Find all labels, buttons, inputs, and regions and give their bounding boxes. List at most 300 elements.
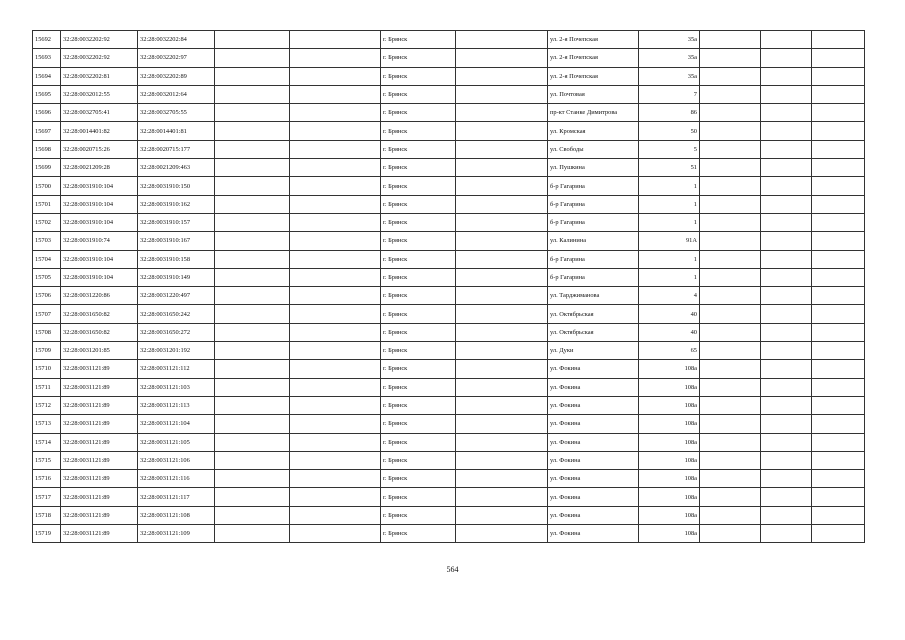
cell-empty-col-5 <box>290 287 381 305</box>
cell-cadastral-number-land: 32:28:0031121:89 <box>61 433 138 451</box>
cell-empty-col-4 <box>215 378 290 396</box>
table-row <box>33 287 865 305</box>
cell-row-number: 15698 <box>33 140 61 158</box>
cell-cadastral-number-object: 32:28:0031910:149 <box>138 268 215 286</box>
cell-empty-col-7 <box>456 104 548 122</box>
cell-city: г. Брянск <box>381 213 456 231</box>
cell-empty-col-11 <box>761 396 812 414</box>
cell-cadastral-number-land: 32:28:0031910:104 <box>61 177 138 195</box>
cell-row-number: 15706 <box>33 287 61 305</box>
cell-city: г. Брянск <box>381 268 456 286</box>
cell-empty-col-12 <box>812 287 865 305</box>
table-row <box>33 268 865 286</box>
cell-empty-col-10 <box>700 305 761 323</box>
cell-cadastral-number-object: 32:28:0031121:105 <box>138 433 215 451</box>
cell-street: ул. 2-я Почепская <box>548 49 639 67</box>
cell-empty-col-12 <box>812 415 865 433</box>
cell-cadastral-number-object: 32:28:0031121:113 <box>138 396 215 414</box>
table-row <box>33 140 865 158</box>
cell-empty-col-7 <box>456 415 548 433</box>
table-row <box>33 213 865 231</box>
cell-cadastral-number-object: 32:28:0031910:150 <box>138 177 215 195</box>
table-row <box>33 85 865 103</box>
cell-empty-col-7 <box>456 488 548 506</box>
cell-empty-col-5 <box>290 195 381 213</box>
cell-empty-col-11 <box>761 195 812 213</box>
cell-house-number: 108а <box>639 525 700 543</box>
cell-empty-col-4 <box>215 140 290 158</box>
table-row <box>33 195 865 213</box>
cell-cadastral-number-land: 32:28:0031910:104 <box>61 213 138 231</box>
cell-city: г. Брянск <box>381 140 456 158</box>
cell-cadastral-number-land: 32:28:0031121:89 <box>61 415 138 433</box>
cell-empty-col-11 <box>761 177 812 195</box>
cell-empty-col-12 <box>812 342 865 360</box>
cell-row-number: 15711 <box>33 378 61 396</box>
cell-empty-col-4 <box>215 360 290 378</box>
cell-empty-col-12 <box>812 250 865 268</box>
cell-empty-col-11 <box>761 342 812 360</box>
cell-empty-col-11 <box>761 268 812 286</box>
cell-house-number: 86 <box>639 104 700 122</box>
cell-city: г. Брянск <box>381 305 456 323</box>
cell-empty-col-7 <box>456 122 548 140</box>
cell-city: г. Брянск <box>381 323 456 341</box>
cell-empty-col-7 <box>456 31 548 49</box>
cell-empty-col-7 <box>456 159 548 177</box>
cell-empty-col-5 <box>290 488 381 506</box>
cell-cadastral-number-land: 32:28:0021209:28 <box>61 159 138 177</box>
cell-house-number: 108а <box>639 360 700 378</box>
cell-empty-col-11 <box>761 140 812 158</box>
cell-cadastral-number-object: 32:28:0032202:97 <box>138 49 215 67</box>
cell-street: ул. Фокина <box>548 360 639 378</box>
cell-empty-col-10 <box>700 360 761 378</box>
cell-empty-col-12 <box>812 451 865 469</box>
cell-row-number: 15704 <box>33 250 61 268</box>
cell-empty-col-10 <box>700 451 761 469</box>
cell-empty-col-7 <box>456 433 548 451</box>
register-table <box>32 30 865 543</box>
cell-empty-col-4 <box>215 525 290 543</box>
cell-empty-col-11 <box>761 250 812 268</box>
cell-street: ул. Фокина <box>548 525 639 543</box>
cell-row-number: 15700 <box>33 177 61 195</box>
cell-house-number: 51 <box>639 159 700 177</box>
cell-row-number: 15707 <box>33 305 61 323</box>
cell-empty-col-10 <box>700 250 761 268</box>
cell-house-number: 1 <box>639 195 700 213</box>
cell-cadastral-number-land: 32:28:0031121:89 <box>61 396 138 414</box>
cell-empty-col-7 <box>456 342 548 360</box>
cell-house-number: 1 <box>639 268 700 286</box>
cell-empty-col-5 <box>290 49 381 67</box>
table-row <box>33 506 865 524</box>
cell-empty-col-7 <box>456 396 548 414</box>
cell-empty-col-7 <box>456 85 548 103</box>
cell-empty-col-12 <box>812 122 865 140</box>
cell-row-number: 15692 <box>33 31 61 49</box>
cell-empty-col-11 <box>761 378 812 396</box>
cell-empty-col-5 <box>290 67 381 85</box>
cell-house-number: 108а <box>639 506 700 524</box>
cell-street: ул. Октябрьская <box>548 305 639 323</box>
cell-street: б-р Гагарина <box>548 177 639 195</box>
cell-empty-col-5 <box>290 342 381 360</box>
table-row <box>33 323 865 341</box>
cell-empty-col-11 <box>761 488 812 506</box>
cell-cadastral-number-land: 32:28:0031121:89 <box>61 506 138 524</box>
cell-empty-col-11 <box>761 360 812 378</box>
cell-cadastral-number-object: 32:28:0031910:157 <box>138 213 215 231</box>
cell-house-number: 108а <box>639 396 700 414</box>
cell-empty-col-11 <box>761 525 812 543</box>
cell-empty-col-4 <box>215 451 290 469</box>
cell-street: б-р Гагарина <box>548 195 639 213</box>
cell-empty-col-12 <box>812 433 865 451</box>
table-row <box>33 31 865 49</box>
cell-house-number: 108а <box>639 433 700 451</box>
table-body <box>33 31 865 543</box>
table-row <box>33 488 865 506</box>
table-row <box>33 122 865 140</box>
cell-empty-col-7 <box>456 195 548 213</box>
cell-empty-col-7 <box>456 360 548 378</box>
cell-house-number: 35а <box>639 67 700 85</box>
table-row <box>33 525 865 543</box>
cell-empty-col-10 <box>700 159 761 177</box>
cell-cadastral-number-land: 32:28:0014401:82 <box>61 122 138 140</box>
cell-empty-col-5 <box>290 250 381 268</box>
cell-house-number: 91А <box>639 232 700 250</box>
cell-cadastral-number-land: 32:28:0032202:92 <box>61 49 138 67</box>
cell-empty-col-4 <box>215 470 290 488</box>
cell-city: г. Брянск <box>381 104 456 122</box>
cell-empty-col-5 <box>290 451 381 469</box>
cell-city: г. Брянск <box>381 506 456 524</box>
cell-empty-col-5 <box>290 268 381 286</box>
cell-cadastral-number-object: 32:28:0031201:192 <box>138 342 215 360</box>
cell-empty-col-11 <box>761 104 812 122</box>
cell-city: г. Брянск <box>381 342 456 360</box>
cell-empty-col-5 <box>290 31 381 49</box>
cell-city: г. Брянск <box>381 250 456 268</box>
cell-cadastral-number-land: 32:28:0020715:26 <box>61 140 138 158</box>
cell-empty-col-10 <box>700 177 761 195</box>
cell-empty-col-12 <box>812 378 865 396</box>
cell-street: ул. Почтовая <box>548 85 639 103</box>
cell-city: г. Брянск <box>381 195 456 213</box>
cell-street: ул. Тарджиманова <box>548 287 639 305</box>
cell-row-number: 15693 <box>33 49 61 67</box>
cell-cadastral-number-object: 32:28:0014401:81 <box>138 122 215 140</box>
cell-cadastral-number-land: 32:28:0031910:104 <box>61 195 138 213</box>
cell-empty-col-7 <box>456 67 548 85</box>
cell-row-number: 15702 <box>33 213 61 231</box>
cell-empty-col-7 <box>456 378 548 396</box>
cell-empty-col-11 <box>761 232 812 250</box>
cell-house-number: 1 <box>639 213 700 231</box>
cell-empty-col-5 <box>290 140 381 158</box>
cell-empty-col-12 <box>812 268 865 286</box>
cell-empty-col-12 <box>812 177 865 195</box>
cell-street: пр-кт Станке Димитрова <box>548 104 639 122</box>
cell-empty-col-12 <box>812 470 865 488</box>
cell-house-number: 108а <box>639 470 700 488</box>
cell-street: ул. Дуки <box>548 342 639 360</box>
cell-empty-col-10 <box>700 433 761 451</box>
cell-empty-col-10 <box>700 506 761 524</box>
cell-empty-col-4 <box>215 342 290 360</box>
cell-empty-col-10 <box>700 323 761 341</box>
cell-empty-col-5 <box>290 159 381 177</box>
cell-cadastral-number-land: 32:28:0031910:104 <box>61 268 138 286</box>
cell-street: ул. Фокина <box>548 378 639 396</box>
cell-empty-col-12 <box>812 488 865 506</box>
cell-empty-col-5 <box>290 506 381 524</box>
cell-empty-col-12 <box>812 49 865 67</box>
table-row <box>33 250 865 268</box>
cell-house-number: 1 <box>639 250 700 268</box>
cell-empty-col-10 <box>700 104 761 122</box>
cell-house-number: 1 <box>639 177 700 195</box>
cell-city: г. Брянск <box>381 232 456 250</box>
table-row <box>33 342 865 360</box>
cell-row-number: 15709 <box>33 342 61 360</box>
cell-cadastral-number-land: 32:28:0031121:89 <box>61 525 138 543</box>
cell-empty-col-12 <box>812 85 865 103</box>
cell-city: г. Брянск <box>381 525 456 543</box>
cell-empty-col-5 <box>290 85 381 103</box>
cell-empty-col-4 <box>215 85 290 103</box>
cell-row-number: 15701 <box>33 195 61 213</box>
cell-city: г. Брянск <box>381 85 456 103</box>
cell-empty-col-11 <box>761 323 812 341</box>
cell-empty-col-11 <box>761 49 812 67</box>
cell-row-number: 15703 <box>33 232 61 250</box>
cell-cadastral-number-object: 32:28:0020715:177 <box>138 140 215 158</box>
cell-street: ул. Фокина <box>548 396 639 414</box>
cell-empty-col-5 <box>290 323 381 341</box>
cell-empty-col-12 <box>812 31 865 49</box>
cell-street: ул. Фокина <box>548 506 639 524</box>
cell-street: ул. Фокина <box>548 433 639 451</box>
cell-city: г. Брянск <box>381 470 456 488</box>
table-row <box>33 378 865 396</box>
cell-cadastral-number-object: 32:28:0031121:103 <box>138 378 215 396</box>
cell-empty-col-7 <box>456 323 548 341</box>
cell-empty-col-7 <box>456 470 548 488</box>
cell-row-number: 15714 <box>33 433 61 451</box>
cell-empty-col-10 <box>700 525 761 543</box>
cell-empty-col-7 <box>456 268 548 286</box>
cell-empty-col-10 <box>700 488 761 506</box>
cell-empty-col-12 <box>812 67 865 85</box>
cell-empty-col-12 <box>812 104 865 122</box>
cell-row-number: 15696 <box>33 104 61 122</box>
cell-city: г. Брянск <box>381 49 456 67</box>
cell-house-number: 65 <box>639 342 700 360</box>
cell-cadastral-number-object: 32:28:0031220:497 <box>138 287 215 305</box>
cell-empty-col-5 <box>290 433 381 451</box>
cell-street: б-р Гагарина <box>548 213 639 231</box>
cell-house-number: 35а <box>639 31 700 49</box>
cell-city: г. Брянск <box>381 177 456 195</box>
cell-empty-col-5 <box>290 122 381 140</box>
table-row <box>33 232 865 250</box>
cell-empty-col-4 <box>215 177 290 195</box>
cell-cadastral-number-land: 32:28:0031910:74 <box>61 232 138 250</box>
cell-city: г. Брянск <box>381 451 456 469</box>
cell-cadastral-number-land: 32:28:0031201:85 <box>61 342 138 360</box>
cell-empty-col-11 <box>761 470 812 488</box>
cell-empty-col-11 <box>761 159 812 177</box>
cell-empty-col-10 <box>700 232 761 250</box>
cell-cadastral-number-object: 32:28:0021209:463 <box>138 159 215 177</box>
cell-empty-col-11 <box>761 67 812 85</box>
cell-empty-col-4 <box>215 250 290 268</box>
cell-empty-col-10 <box>700 49 761 67</box>
cell-empty-col-4 <box>215 67 290 85</box>
cell-empty-col-12 <box>812 360 865 378</box>
cell-cadastral-number-land: 32:28:0031220:86 <box>61 287 138 305</box>
cell-empty-col-4 <box>215 323 290 341</box>
cell-empty-col-10 <box>700 85 761 103</box>
cell-row-number: 15705 <box>33 268 61 286</box>
cell-cadastral-number-land: 32:28:0031650:82 <box>61 323 138 341</box>
cell-street: ул. Фокина <box>548 415 639 433</box>
cell-empty-col-5 <box>290 415 381 433</box>
cell-street: б-р Гагарина <box>548 268 639 286</box>
cell-cadastral-number-land: 32:28:0031910:104 <box>61 250 138 268</box>
cell-row-number: 15694 <box>33 67 61 85</box>
table-row <box>33 396 865 414</box>
cell-cadastral-number-object: 32:28:0031121:106 <box>138 451 215 469</box>
cell-empty-col-7 <box>456 451 548 469</box>
cell-cadastral-number-land: 32:28:0031121:89 <box>61 378 138 396</box>
cell-row-number: 15697 <box>33 122 61 140</box>
cell-cadastral-number-land: 32:28:0031121:89 <box>61 451 138 469</box>
cell-empty-col-4 <box>215 268 290 286</box>
cell-street: ул. 2-я Почепская <box>548 31 639 49</box>
cell-cadastral-number-land: 32:28:0031650:82 <box>61 305 138 323</box>
cell-cadastral-number-object: 32:28:0032202:89 <box>138 67 215 85</box>
cell-street: ул. Пушкина <box>548 159 639 177</box>
cell-house-number: 108а <box>639 451 700 469</box>
cell-street: ул. Фокина <box>548 470 639 488</box>
cell-empty-col-11 <box>761 433 812 451</box>
cell-cadastral-number-land: 32:28:0032012:55 <box>61 85 138 103</box>
cell-empty-col-11 <box>761 122 812 140</box>
table-row <box>33 104 865 122</box>
cell-cadastral-number-land: 32:28:0032202:81 <box>61 67 138 85</box>
cell-cadastral-number-object: 32:28:0031910:167 <box>138 232 215 250</box>
cell-empty-col-10 <box>700 213 761 231</box>
cell-empty-col-5 <box>290 213 381 231</box>
cell-empty-col-11 <box>761 506 812 524</box>
cell-empty-col-12 <box>812 195 865 213</box>
cell-empty-col-7 <box>456 250 548 268</box>
cell-city: г. Брянск <box>381 67 456 85</box>
cell-cadastral-number-object: 32:28:0031121:109 <box>138 525 215 543</box>
cell-house-number: 35а <box>639 49 700 67</box>
cell-row-number: 15716 <box>33 470 61 488</box>
cell-empty-col-4 <box>215 31 290 49</box>
cell-empty-col-4 <box>215 213 290 231</box>
cell-row-number: 15708 <box>33 323 61 341</box>
cell-street: ул. Фокина <box>548 451 639 469</box>
cell-empty-col-7 <box>456 287 548 305</box>
cell-empty-col-4 <box>215 104 290 122</box>
cell-empty-col-10 <box>700 396 761 414</box>
cell-empty-col-4 <box>215 305 290 323</box>
cell-empty-col-4 <box>215 232 290 250</box>
table-row <box>33 177 865 195</box>
cell-house-number: 5 <box>639 140 700 158</box>
cell-empty-col-10 <box>700 415 761 433</box>
cell-empty-col-12 <box>812 396 865 414</box>
cell-street: ул. Свободы <box>548 140 639 158</box>
cell-empty-col-7 <box>456 232 548 250</box>
cell-city: г. Брянск <box>381 360 456 378</box>
cell-empty-col-5 <box>290 360 381 378</box>
cell-empty-col-12 <box>812 506 865 524</box>
cell-row-number: 15717 <box>33 488 61 506</box>
cell-street: ул. Калинина <box>548 232 639 250</box>
cell-empty-col-4 <box>215 506 290 524</box>
cell-empty-col-5 <box>290 305 381 323</box>
cell-empty-col-12 <box>812 305 865 323</box>
table-row <box>33 451 865 469</box>
cell-row-number: 15712 <box>33 396 61 414</box>
cell-empty-col-4 <box>215 49 290 67</box>
cell-cadastral-number-object: 32:28:0032012:64 <box>138 85 215 103</box>
cell-street: ул. 2-я Почепская <box>548 67 639 85</box>
cell-empty-col-5 <box>290 396 381 414</box>
cell-row-number: 15719 <box>33 525 61 543</box>
cell-empty-col-5 <box>290 470 381 488</box>
cell-street: б-р Гагарина <box>548 250 639 268</box>
table-row <box>33 159 865 177</box>
cell-empty-col-7 <box>456 140 548 158</box>
cell-empty-col-12 <box>812 159 865 177</box>
cell-empty-col-5 <box>290 177 381 195</box>
cell-street: ул. Кромская <box>548 122 639 140</box>
cell-cadastral-number-object: 32:28:0031650:242 <box>138 305 215 323</box>
cell-city: г. Брянск <box>381 433 456 451</box>
cell-empty-col-11 <box>761 213 812 231</box>
cell-cadastral-number-object: 32:28:0032202:84 <box>138 31 215 49</box>
cell-house-number: 108а <box>639 378 700 396</box>
cell-empty-col-11 <box>761 451 812 469</box>
cell-city: г. Брянск <box>381 159 456 177</box>
cell-row-number: 15718 <box>33 506 61 524</box>
cell-empty-col-4 <box>215 159 290 177</box>
cell-empty-col-5 <box>290 104 381 122</box>
cell-empty-col-7 <box>456 49 548 67</box>
cell-cadastral-number-object: 32:28:0031121:117 <box>138 488 215 506</box>
cell-empty-col-4 <box>215 415 290 433</box>
page-number: 564 <box>446 565 459 574</box>
cell-cadastral-number-land: 32:28:0031121:89 <box>61 470 138 488</box>
cell-house-number: 108а <box>639 415 700 433</box>
cell-city: г. Брянск <box>381 378 456 396</box>
cell-empty-col-7 <box>456 305 548 323</box>
cell-street: ул. Фокина <box>548 488 639 506</box>
cell-cadastral-number-object: 32:28:0031121:104 <box>138 415 215 433</box>
cell-row-number: 15695 <box>33 85 61 103</box>
cell-empty-col-4 <box>215 433 290 451</box>
